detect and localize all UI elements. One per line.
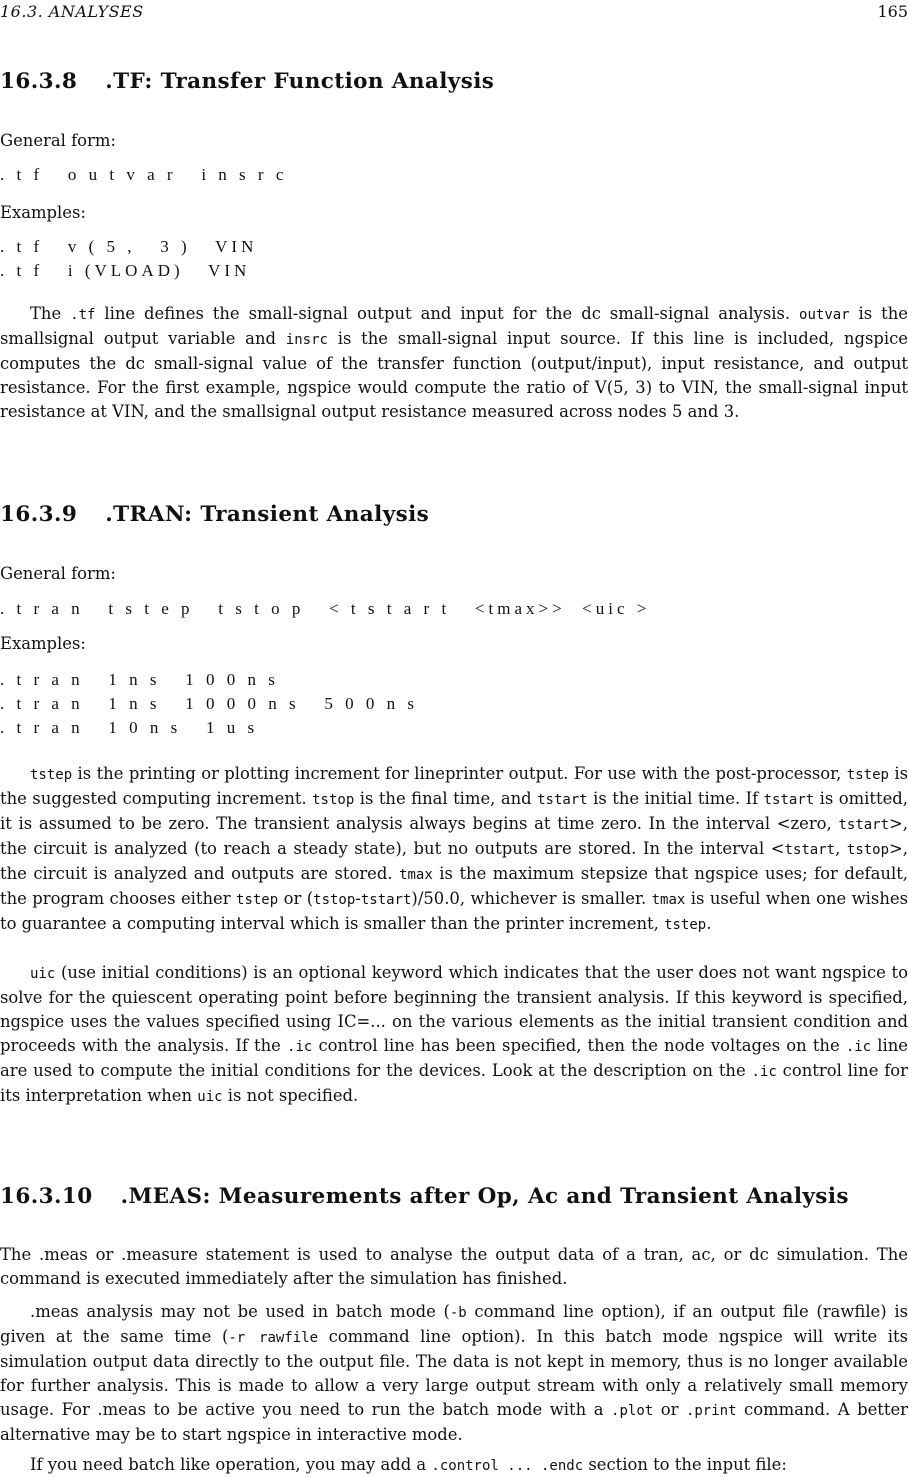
text-run: is the printing or plotting increment for lineprinter output. For use with the post-processor, (72, 764, 847, 783)
text-run: control line for its interpretation when (0, 1061, 908, 1105)
paragraph-meas-batch (0, 1300, 908, 1447)
inline-code: outvar (799, 307, 850, 323)
text-run: The (30, 304, 71, 323)
example-line: . t f v ( 5 , 3 ) VIN (0, 237, 258, 256)
inline-code: .ic (751, 1064, 777, 1080)
inline-code: .tf (70, 307, 96, 323)
inline-code: tmax (399, 867, 433, 883)
inline-code: tstep (236, 892, 279, 908)
text-run: , (835, 839, 847, 858)
text-run: >, the circuit is analyzed (to reach a steady state), but no outputs are stored. In the interval < (0, 814, 908, 858)
examples-label: Examples: (0, 203, 86, 222)
general-form-code: . t r a n t s t e p t s t o p < t s t a r t <tmax>> <uic > (0, 599, 651, 618)
example-line: . t r a n 1 n s 1 0 0 n s (0, 670, 279, 689)
inline-code: tstart (537, 792, 588, 808)
text-run: is the maximum stepsize that ngspice uses; for default, the program chooses either (0, 864, 908, 908)
inline-code: .ic (845, 1039, 872, 1055)
general-form-label: General form: (0, 131, 116, 150)
text-run: section to the input file: (583, 1455, 787, 1474)
inline-code: tstep (30, 767, 73, 783)
inline-code: tstop (312, 792, 355, 808)
text-run: )/50.0, whichever is smaller. (411, 889, 652, 908)
text-run: control line has been specified, then the node voltages on the (312, 1036, 846, 1055)
inline-code: .plot (611, 1403, 654, 1419)
inline-code: -b (449, 1305, 467, 1321)
text-run: line are used to compute the initial conditions for the devices. Look at the description on the (0, 1036, 908, 1080)
running-header-section: 16.3. ANALYSES (0, 2, 144, 21)
paragraph-meas-intro (0, 1243, 908, 1291)
section-heading-meas (0, 1185, 849, 1209)
text-run: is the smallsignal output variable and (0, 304, 908, 348)
paragraph-meas-control (0, 1453, 908, 1478)
inline-code: tstart (784, 842, 836, 858)
section-heading-tf (0, 70, 494, 94)
text-run: command line option), if an output file (rawfile) is given at the same time ( (0, 1302, 908, 1346)
paragraph-tran-uic (0, 961, 908, 1109)
text-run: is omitted, it is assumed to be zero. The transient analysis always begins at time zero. In the interval <zero, (0, 789, 908, 833)
section-title: .MEAS: Measurements after Op, Ac and Transient Analysis (120, 1184, 849, 1209)
inline-code: .ic (287, 1039, 313, 1055)
example-line: . t r a n 1 0 n s 1 u s (0, 718, 259, 737)
text-run: is the initial time. If (587, 789, 764, 808)
text-run: line defines the small-signal output and input for the dc small-signal analysis. (95, 304, 800, 323)
example-line: . t f i (VLOAD) VIN (0, 261, 251, 280)
inline-code: tmax (651, 892, 686, 908)
section-title: .TRAN: Transient Analysis (105, 502, 430, 527)
inline-code: -r rawfile (228, 1330, 319, 1346)
section-title: .TF: Transfer Function Analysis (105, 69, 495, 94)
inline-code: tstart (360, 892, 412, 908)
section-number: 16.3.10 (0, 1184, 93, 1209)
text-run: command. A better alternative may be to start ngspice in interactive mode. (0, 1400, 908, 1444)
paragraph-tf-description (0, 302, 908, 424)
general-form-label: General form: (0, 564, 116, 583)
general-form-code: . t f o u t v a r i n s r c (0, 165, 288, 184)
text-run: >, the circuit is analyzed and outputs are stored. (0, 839, 908, 883)
inline-code: uic (30, 966, 56, 982)
section-number: 16.3.9 (0, 502, 78, 527)
text-run: is useful when one wishes to guarantee a computing interval which is smaller than the printer increment, (0, 889, 908, 933)
example-line: . t r a n 1 n s 1 0 0 0 n s 5 0 0 n s (0, 694, 419, 713)
text-run: or ( (278, 889, 314, 908)
paragraph-tran-tstep (0, 762, 908, 937)
text-run: (use initial conditions) is an optional keyword which indicates that the user does not want ngspice to solve for the quiescent operating point before beginning the transient analysis. If this keyword is specified, ngspice uses the values specified using IC=... on the various elements as the initial transient condition and proceeds with the analysis. If the (0, 963, 908, 1055)
examples-label: Examples: (0, 634, 86, 653)
text-run: .meas analysis may not be used in batch mode ( (30, 1302, 450, 1321)
inline-code: tstep (664, 917, 707, 933)
inline-code: tstop (313, 892, 356, 908)
text-run: command line option). In this batch mode ngspice will write its simulation output data directly to the output file. The data is not kept in memory, thus is no longer available for further analysis. This is made to allow a very large output stream with only a relatively small memory usage. For .meas to be active you need to run the batch mode with a (0, 1327, 908, 1419)
section-number: 16.3.8 (0, 69, 78, 94)
page-number: 165 (877, 2, 908, 21)
section-heading-tran (0, 503, 429, 527)
text-run: - (355, 889, 361, 908)
text-run: or (653, 1400, 686, 1419)
text-run: . (706, 914, 712, 933)
text-run: The .meas or .measure statement is used to analyse the output data of a tran, ac, or dc simulation. The command is executed immediately after the simulation has finished. (0, 1245, 908, 1288)
text-run: is the final time, and (354, 789, 538, 808)
inline-code: .control ... .endc (431, 1458, 584, 1474)
text-run: is the small-signal input source. If this line is included, ngspice computes the dc small-signal value of the transfer function (output/input), input resistance, and output resistance. For the first example, ngspice would compute the ratio of V(5, 3) to VIN, the small-signal input resistance at VIN, and the smallsignal output resistance measured across nodes 5 and 3. (0, 329, 908, 421)
running-header (0, 0, 908, 20)
inline-code: .print (685, 1403, 737, 1419)
inline-code: tstart (763, 792, 815, 808)
inline-code: tstop (846, 842, 890, 858)
text-run: If you need batch like operation, you may add a (30, 1455, 432, 1474)
inline-code: tstep (846, 767, 889, 783)
text-run: is the suggested computing increment. (0, 764, 908, 808)
inline-code: tstart (838, 817, 890, 833)
inline-code: insrc (285, 332, 328, 348)
inline-code: uic (197, 1089, 223, 1105)
text-run: is not specified. (222, 1086, 359, 1105)
